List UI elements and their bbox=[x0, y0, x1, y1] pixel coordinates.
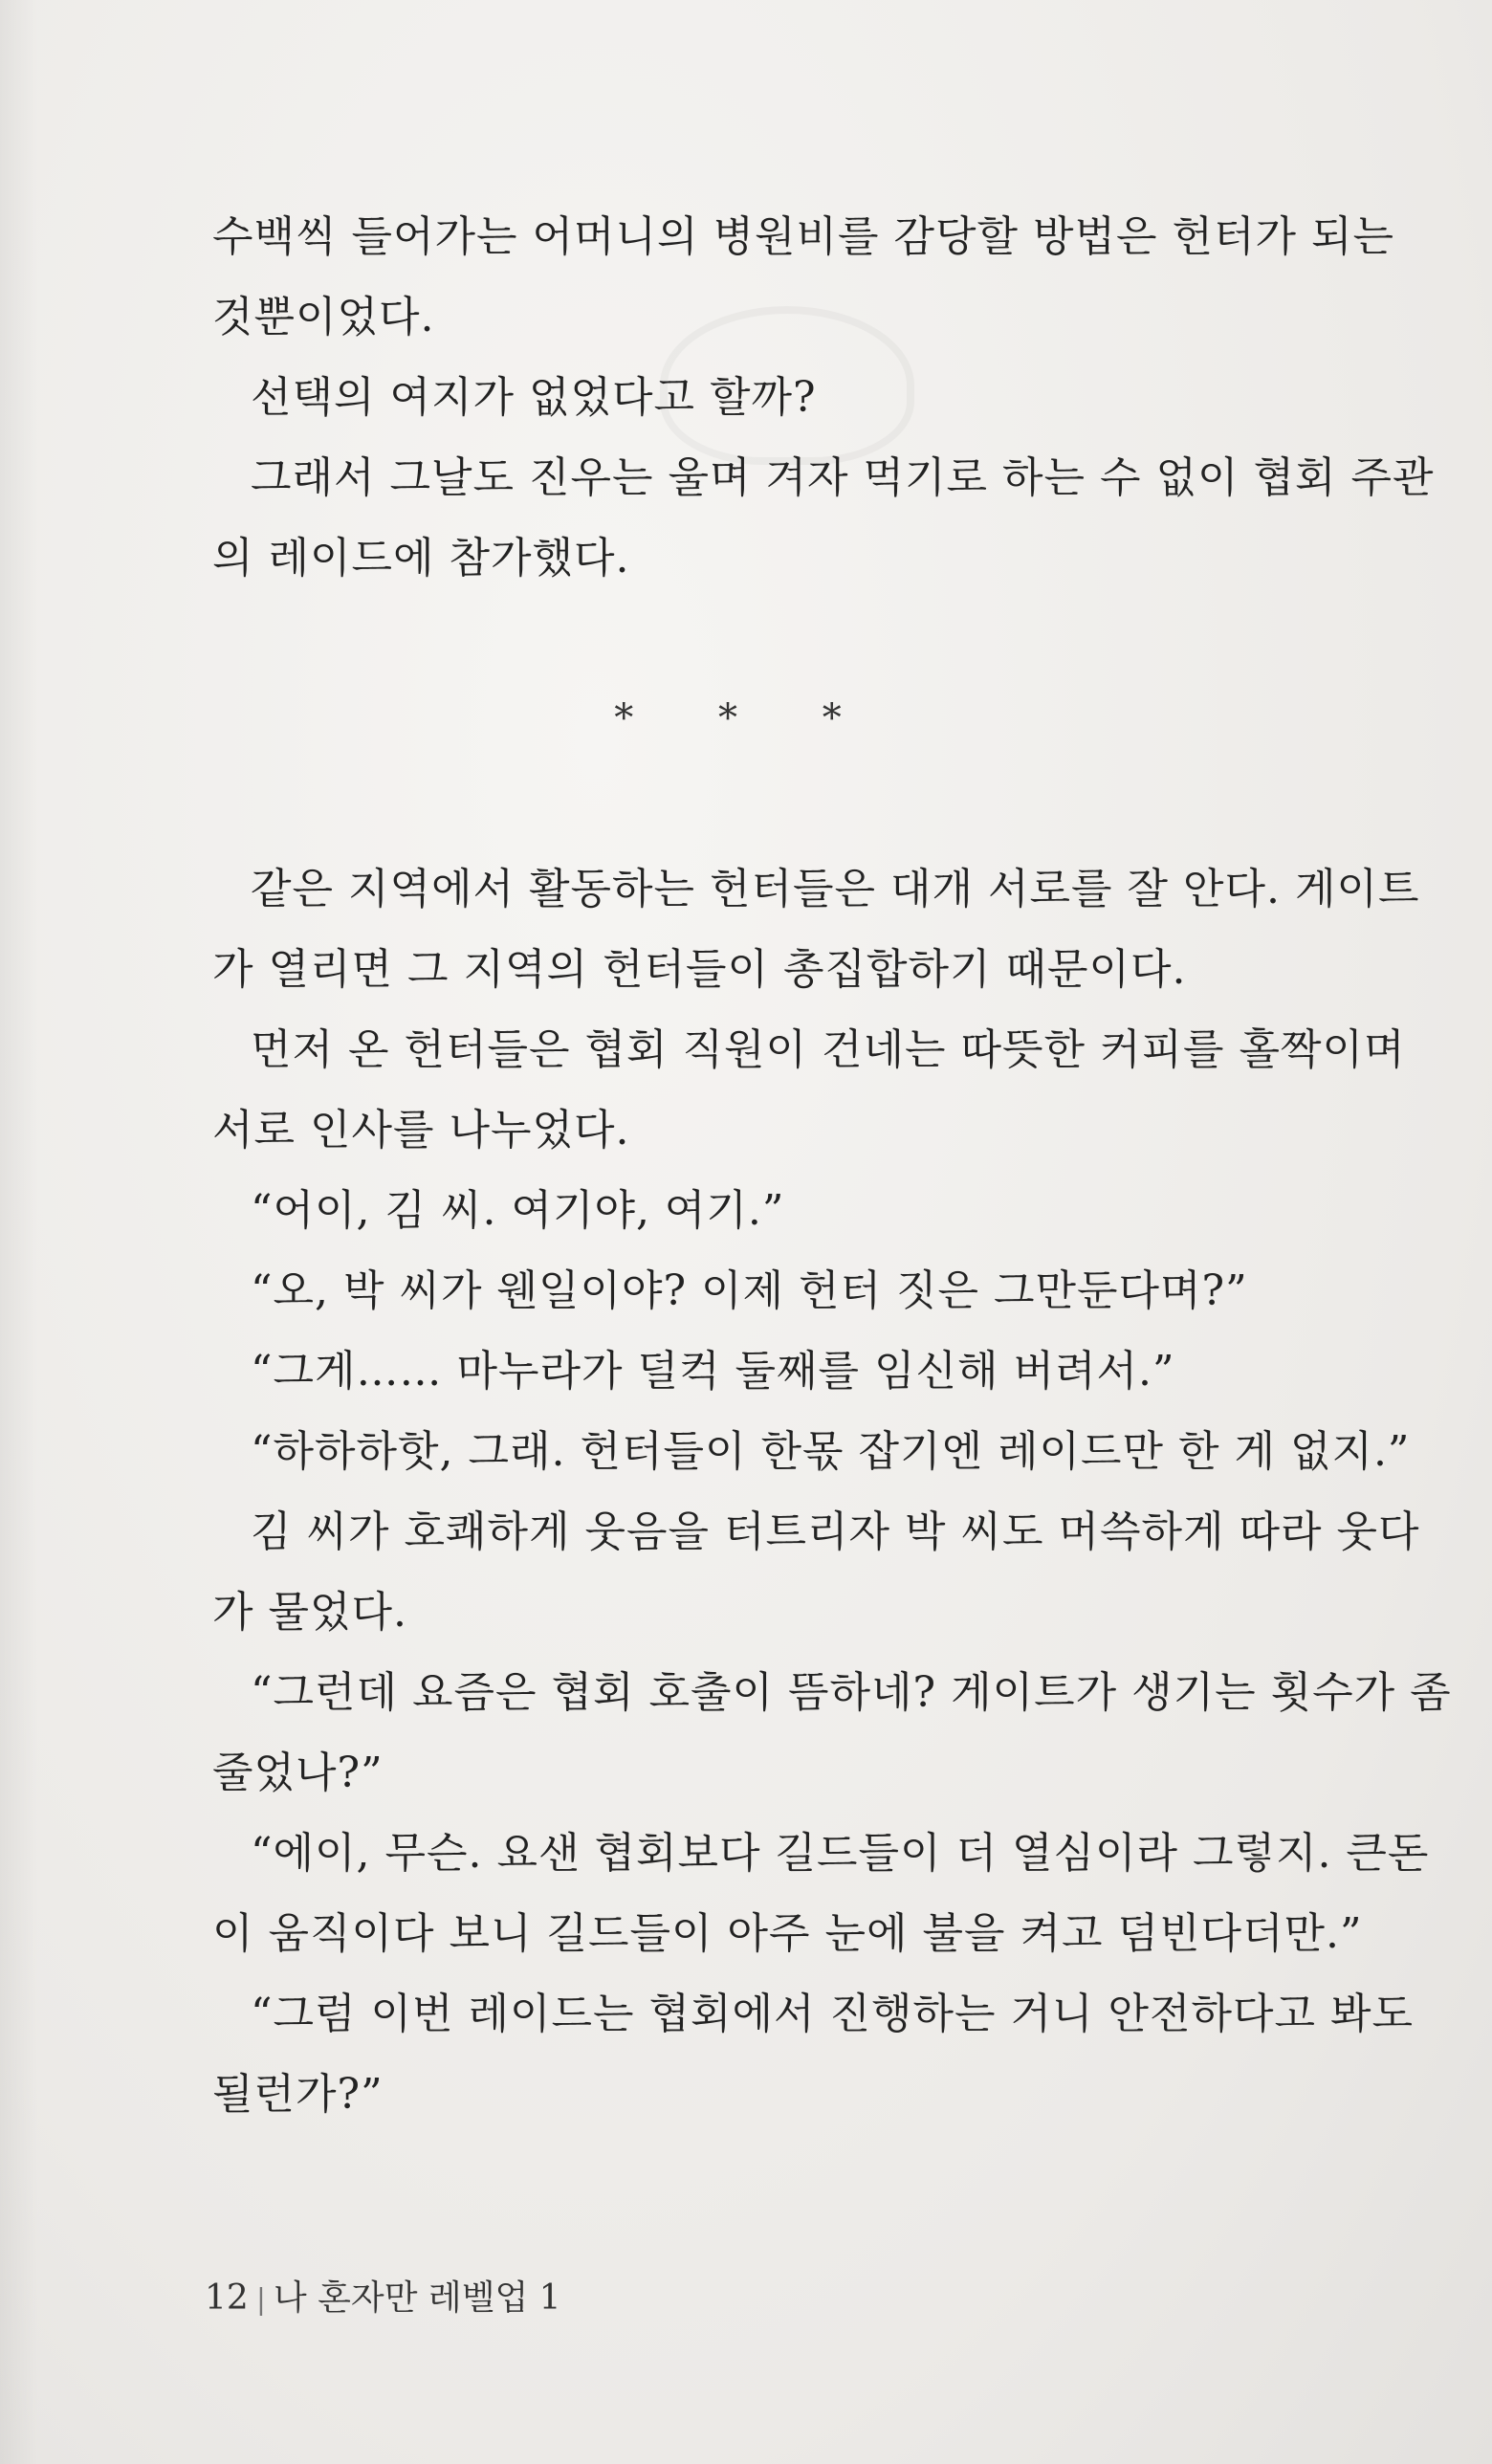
text-line: 서로 인사를 나누었다. bbox=[212, 1106, 630, 1155]
dialogue-line: 될런가?” bbox=[212, 2070, 384, 2119]
dialogue-line: “그게…… 마누라가 덜컥 둘째를 임신해 버려서.” bbox=[251, 1347, 1175, 1396]
text-line: 그래서 그날도 진우는 울며 겨자 먹기로 하는 수 없이 협회 주관 bbox=[251, 453, 1435, 502]
text-line: 선택의 여지가 없었다고 할까? bbox=[251, 373, 817, 422]
text-line: 먼저 온 헌터들은 협회 직원이 건네는 따뜻한 커피를 홀짝이며 bbox=[251, 1025, 1406, 1074]
dialogue-line: “그런데 요즘은 협회 호출이 뜸하네? 게이트가 생기는 횟수가 좀 bbox=[251, 1668, 1452, 1717]
dialogue-line: “하하하핫, 그래. 헌터들이 한몫 잡기엔 레이드만 한 게 없지.” bbox=[251, 1427, 1411, 1476]
page-footer bbox=[205, 2271, 561, 2320]
text-line: 같은 지역에서 활동하는 헌터들은 대개 서로를 잘 안다. 게이트 bbox=[251, 865, 1420, 913]
text-line: 김 씨가 호쾌하게 웃음을 터트리자 박 씨도 머쓱하게 따라 웃다 bbox=[251, 1507, 1420, 1556]
section-divider: * * * bbox=[614, 696, 878, 740]
dialogue-line: “그럼 이번 레이드는 협회에서 진행하는 거니 안전하다고 봐도 bbox=[251, 1990, 1414, 2038]
book-title: 나 혼자만 레벨업 1 bbox=[273, 2278, 561, 2318]
dialogue-line: “오, 박 씨가 웬일이야? 이제 헌터 짓은 그만둔다며?” bbox=[251, 1266, 1248, 1315]
dialogue-line: “어이, 김 씨. 여기야, 여기.” bbox=[251, 1186, 785, 1235]
dialogue-line: 이 움직이다 보니 길드들이 아주 눈에 불을 켜고 덤빈다더만.” bbox=[212, 1909, 1363, 1958]
text-line: 것뿐이었다. bbox=[212, 293, 435, 341]
dialogue-line: 줄었나?” bbox=[212, 1749, 384, 1797]
dialogue-line: “에이, 무슨. 요샌 협회보다 길드들이 더 열심이라 그렇지. 큰돈 bbox=[251, 1829, 1430, 1878]
text-line: 가 물었다. bbox=[212, 1588, 407, 1637]
text-line: 의 레이드에 참가했다. bbox=[212, 534, 630, 583]
text-line: 수백씩 들어가는 어머니의 병원비를 감당할 방법은 헌터가 되는 bbox=[212, 212, 1395, 261]
text-line: 가 열리면 그 지역의 헌터들이 총집합하기 때문이다. bbox=[212, 945, 1187, 994]
footer-separator: | bbox=[255, 2283, 266, 2317]
page-number: 12 bbox=[205, 2278, 249, 2318]
